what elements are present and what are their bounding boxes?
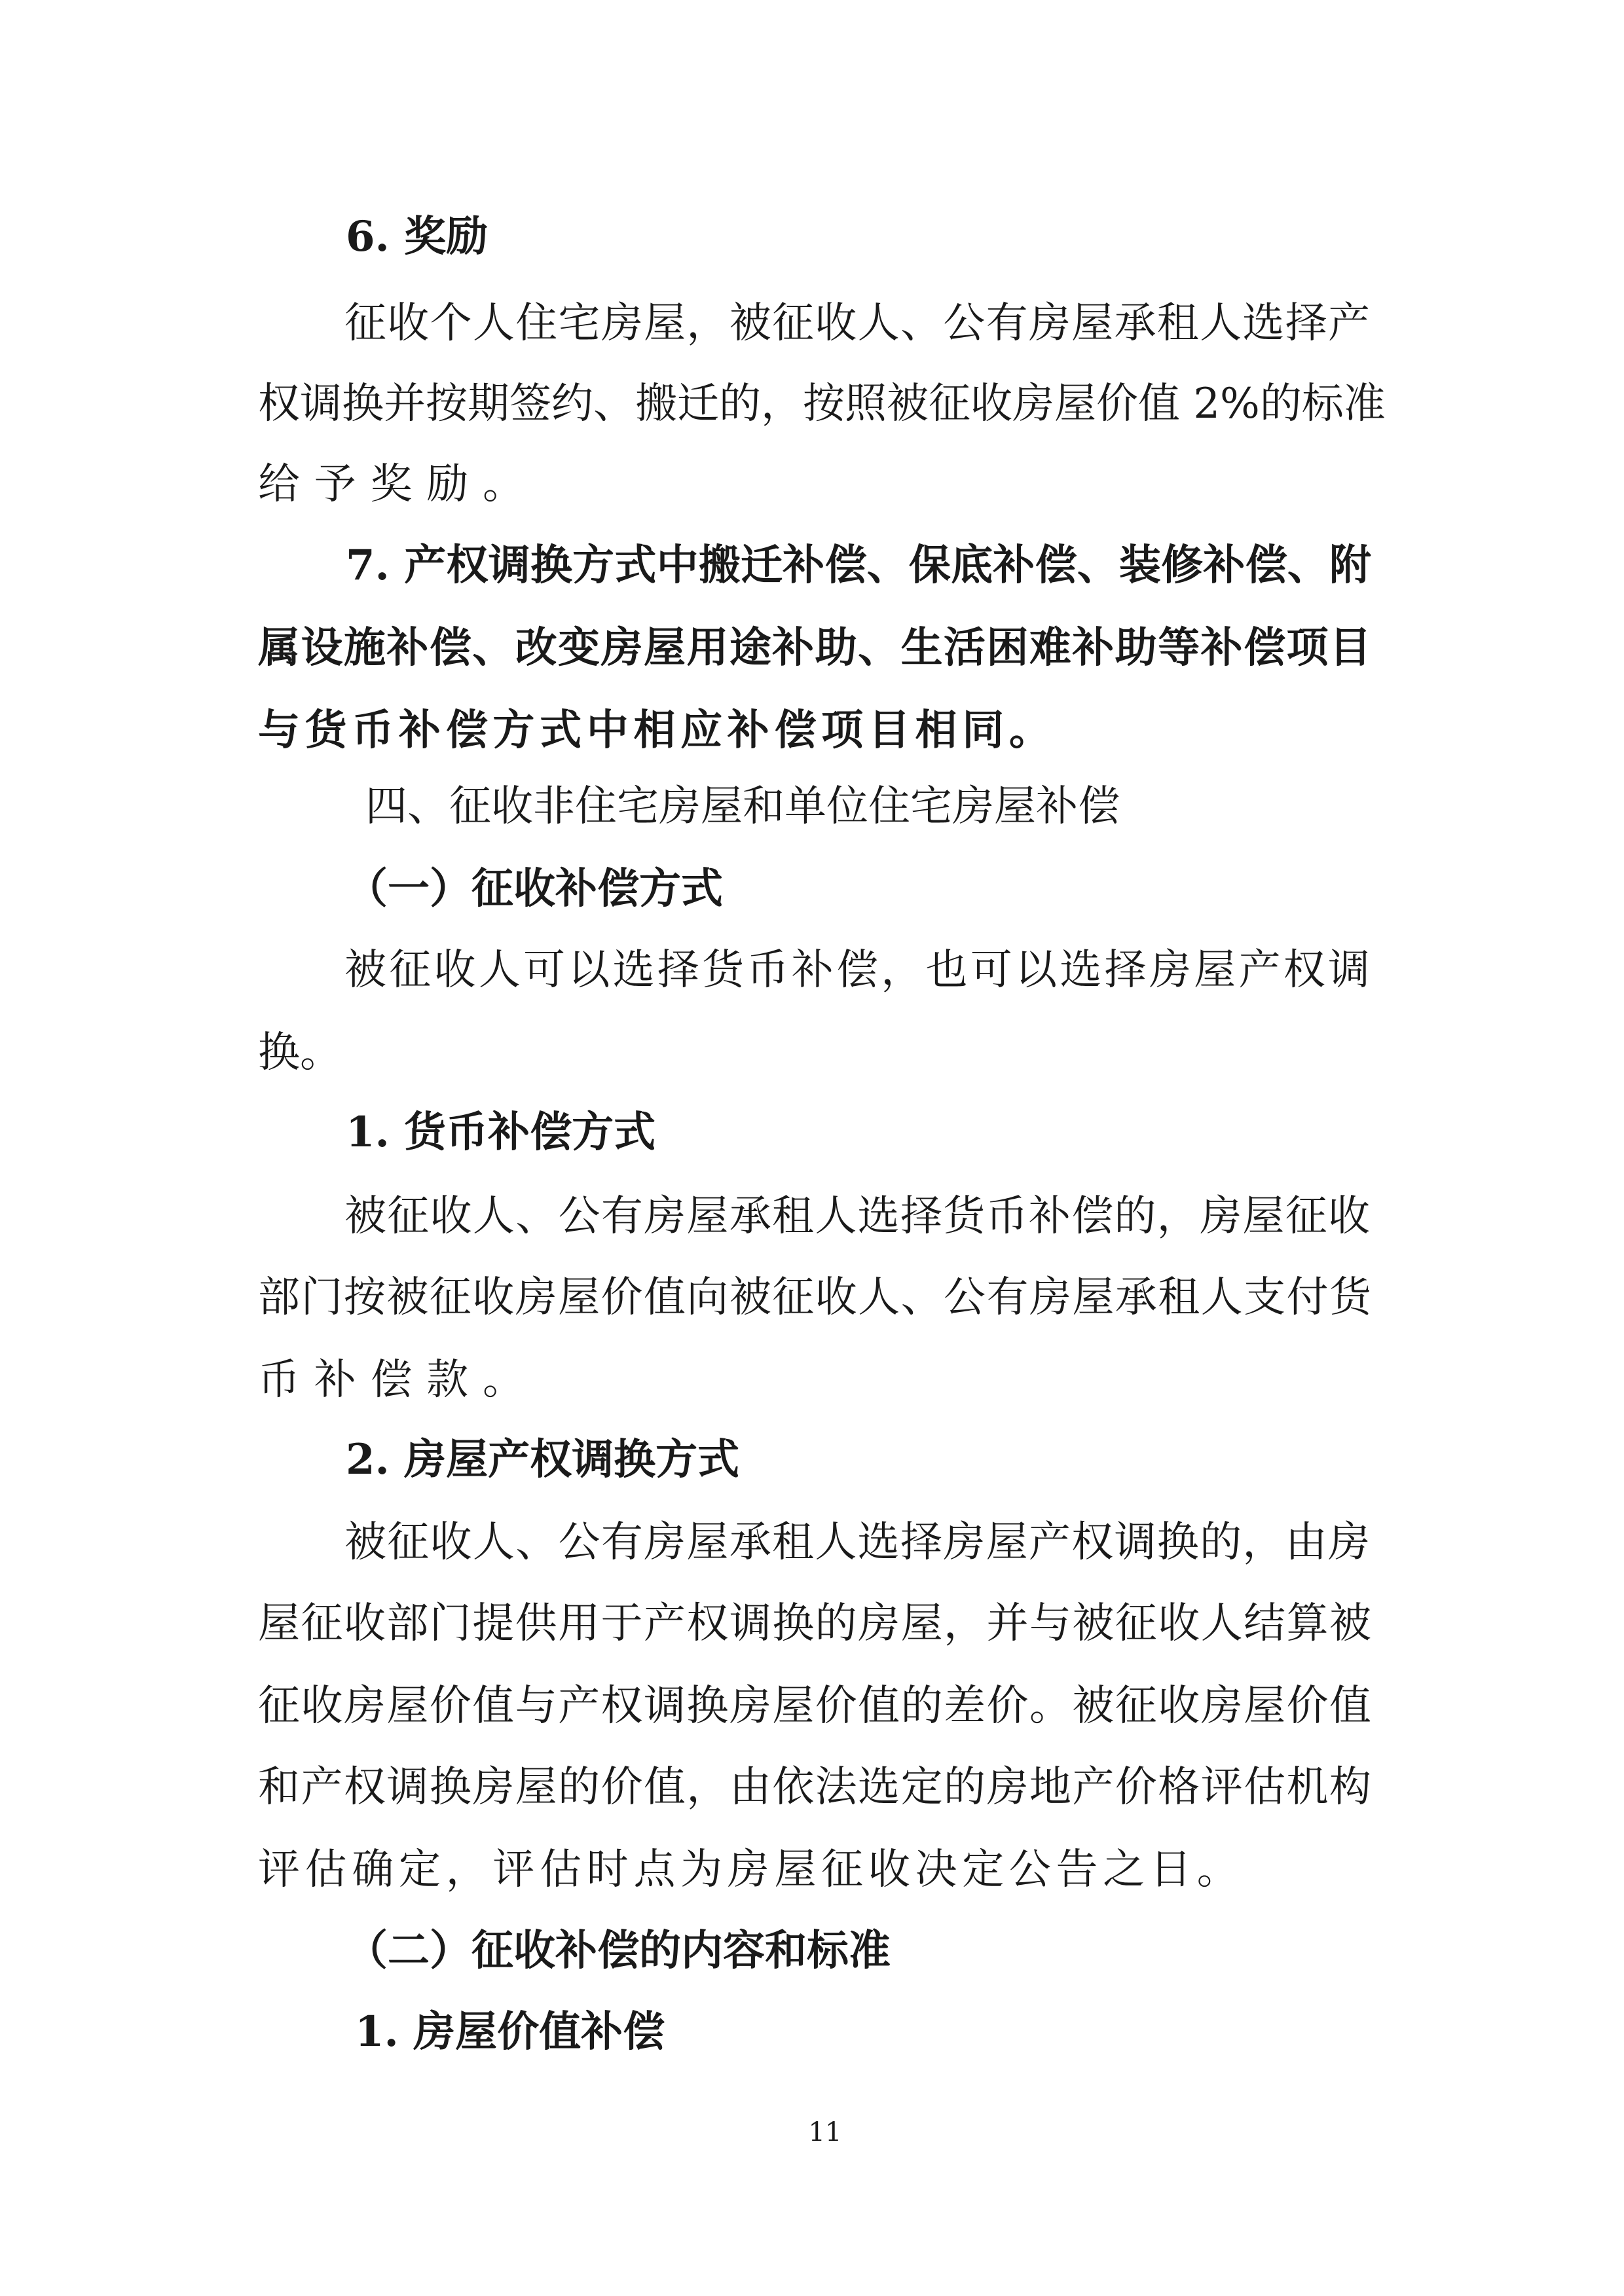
section-7-line: 7. 产权调换方式中搬迁补偿、保底补偿、装修补偿、附	[346, 541, 1371, 590]
section-7-line: 属设施补偿、改变房屋用途补助、生活困难补助等补偿项目	[258, 623, 1371, 672]
body-line: 和产权调换房屋的价值，由依法选定的房地产价格评估机构	[258, 1763, 1371, 1812]
body-line: 给予奖励。	[258, 460, 539, 509]
item-2-heading: 2. 房屋产权调换方式	[346, 1435, 740, 1484]
body-line: 换。	[258, 1029, 342, 1077]
section-6-heading: 6. 奖励	[346, 212, 489, 261]
item-1-value-heading: 1. 房屋价值补偿	[355, 2007, 665, 2056]
body-line: 币补偿款。	[258, 1356, 539, 1404]
page-number: 11	[808, 2117, 842, 2147]
item-1-heading: 1. 货币补偿方式	[346, 1108, 656, 1157]
body-line: 被征收人、公有房屋承租人选择房屋产权调换的，由房	[344, 1518, 1370, 1567]
section-7-line: 与货币补偿方式中相应补偿项目相同。	[258, 706, 1056, 755]
chapter-4-heading: 四、征收非住宅房屋和单位住宅房屋补偿	[365, 782, 1120, 831]
subsection-1-heading: （一）征收补偿方式	[346, 864, 723, 913]
body-line: 权调换并按期签约、搬迁的，按照被征收房屋价值 2%的标准	[258, 380, 1386, 428]
body-line: 评估确定，评估时点为房屋征收决定公告之日。	[258, 1846, 1244, 1894]
body-line: 被征收人可以选择货币补偿，也可以选择房屋产权调	[344, 946, 1370, 994]
body-line: 被征收人、公有房屋承租人选择货币补偿的，房屋征收	[344, 1192, 1370, 1241]
subsection-2-heading: （二）征收补偿的内容和标准	[346, 1926, 891, 1975]
body-line: 屋征收部门提供用于产权调换的房屋，并与被征收人结算被	[258, 1599, 1371, 1648]
body-line: 征收房屋价值与产权调换房屋价值的差价。被征收房屋价值	[258, 1682, 1371, 1730]
body-line: 征收个人住宅房屋，被征收人、公有房屋承租人选择产	[344, 299, 1370, 348]
body-line: 部门按被征收房屋价值向被征收人、公有房屋承租人支付货	[258, 1273, 1371, 1322]
